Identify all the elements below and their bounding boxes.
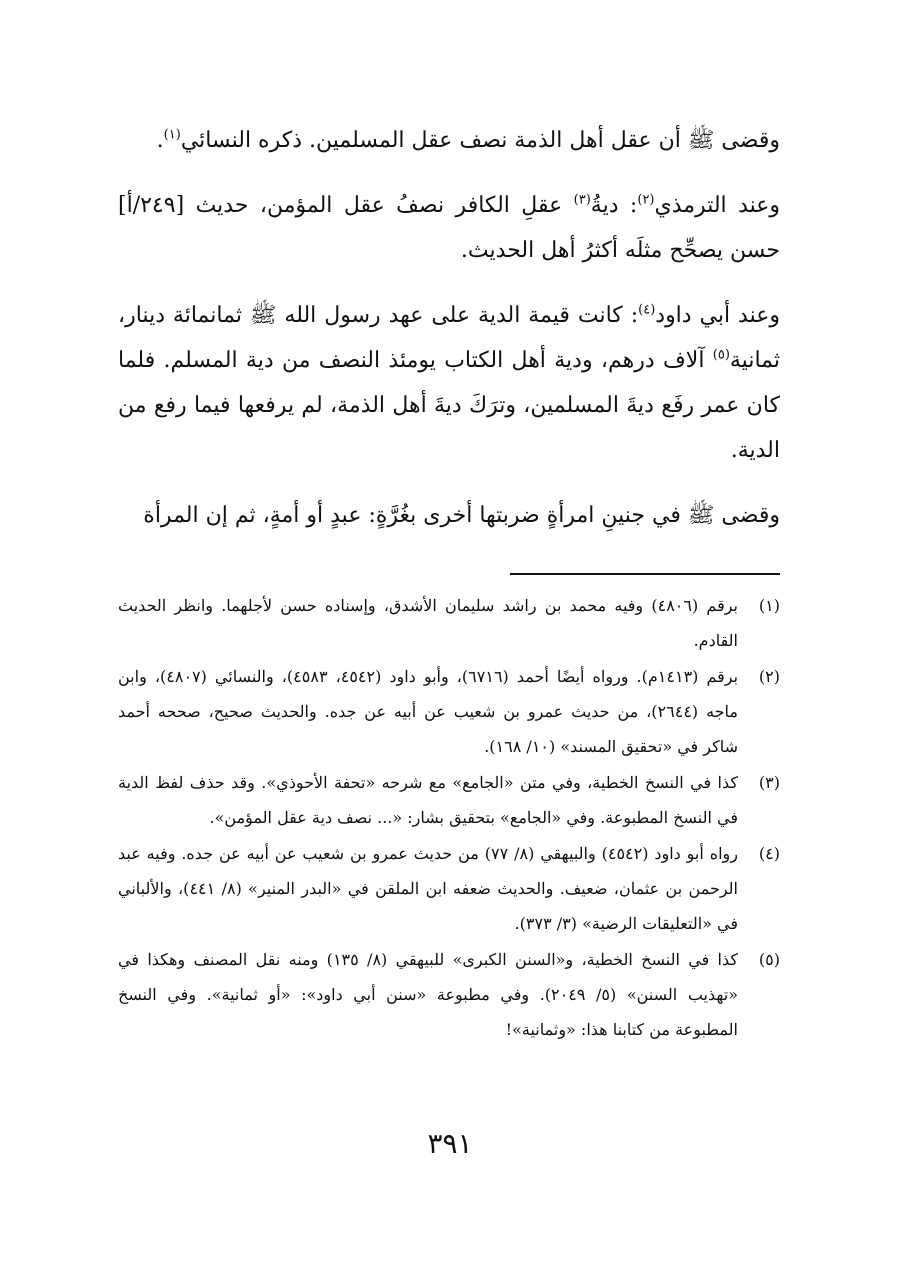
footnote-ref: (٣) (573, 192, 591, 208)
page-number: ٣٩١ (427, 1127, 473, 1160)
paragraph-1: وقضى ﷺ أن عقل أهل الذمة نصف عقل المسلمين. ذكره النسائي$^{(١)}$. (156, 127, 780, 153)
footnote-ref: (١) (163, 127, 181, 143)
footnote-text: رواه أبو داود (٤٥٤٢) والبيهقي (٨/ ٧٧) من حديث عمرو بن شعيب عن أبيه عن جده. وفيه عبد الرحمن بن عثمان، ضعيف. والحديث ضعفه ابن الملقن في «البدر المنير» (٨/ ٤٤١)، والألباني في «التعليقات الرضية» (٣/ ٣٧٣). (118, 844, 739, 933)
footnote-text: برقم (١٤١٣م). ورواه أيضًا أحمد (٦٧١٦)، وأبو داود (٤٥٤٢، ٤٥٨٣)، والنسائي (٤٨٠٧)، وابن ماجه (٢٦٤٤)، من حديث عمرو بن شعيب عن أبيه عن جده. والحديث صحيح، صححه أحمد شاكر في «تحقيق المسند» (١٠/ ١٦٨). (118, 667, 739, 756)
footnote-text: كذا في النسخ الخطية، وفي متن «الجامع» مع شرحه «تحفة الأحوذي». وقد حذف لفظ الدية في النسخ المطبوعة. وفي «الجامع» بتحقيق بشار: «... نصف دية عقل المؤمن». (118, 773, 738, 827)
footnote-ref: (٥) (712, 347, 730, 363)
footnote-number: (١) (758, 596, 780, 615)
paragraph-2: وعند الترمذي$^{(٢)}$: ديةُ$^{(٣)}$ عقلِ الكافر نصفُ عقل المؤمن، حديث [٢٤٩/أ] حسن يصحِّح مثلَه أكثرُ أهل الحديث. (118, 192, 781, 263)
paragraph-4: وقضى ﷺ في جنينِ امرأةٍ ضربتها أخرى بغُرَّةٍ: عبدٍ أو أمةٍ، ثم إن المرأة (143, 503, 780, 528)
footnote-number: (٣) (758, 773, 780, 792)
footnote-text: كذا في النسخ الخطية، و«السنن الكبرى» للبيهقي (٨/ ١٣٥) ومنه نقل المصنف وهكذا في «تهذيب السنن» (٥/ ٢٠٤٩). وفي مطبوعة «سنن أبي داود»: «أو ثمانية». وفي النسخ المطبوعة من كتابنا هذا: «وثمانية»! (118, 950, 739, 1039)
footnote-text: برقم (٤٨٠٦) وفيه محمد بن راشد سليمان الأشدق، وإسناده حسن لأجلهما. وانظر الحديث القادم. (118, 596, 738, 650)
footnote-separator (510, 573, 780, 575)
footnote-number: (٤) (758, 844, 780, 863)
footnote-ref: (٢) (637, 192, 655, 208)
footnote-number: (٢) (758, 667, 780, 686)
footnote-2 (118, 659, 780, 764)
paragraph-3: وعند أبي داود$^{(٤)}$: كانت قيمة الدية على عهد رسول الله ﷺ ثمانمائة دينار، ثمانية$^{(٥)}$ آلاف درهم، ودية أهل الكتاب يومئذ النصف من دية المسلم. فلما كان عمر رفَع ديةَ المسلمين، وترَكَ ديةَ أهل الذمة، لم يرفعها فيما رفع من الدية. (118, 302, 780, 463)
footnote-number: (٥) (758, 950, 780, 969)
footnote-4 (118, 836, 780, 941)
footnote-ref: (٤) (638, 302, 656, 318)
footnote-3 (118, 765, 780, 835)
footnote-5 (118, 942, 780, 1047)
footnotes (118, 588, 780, 1048)
main-text (118, 118, 780, 558)
footnote-1 (118, 588, 780, 658)
